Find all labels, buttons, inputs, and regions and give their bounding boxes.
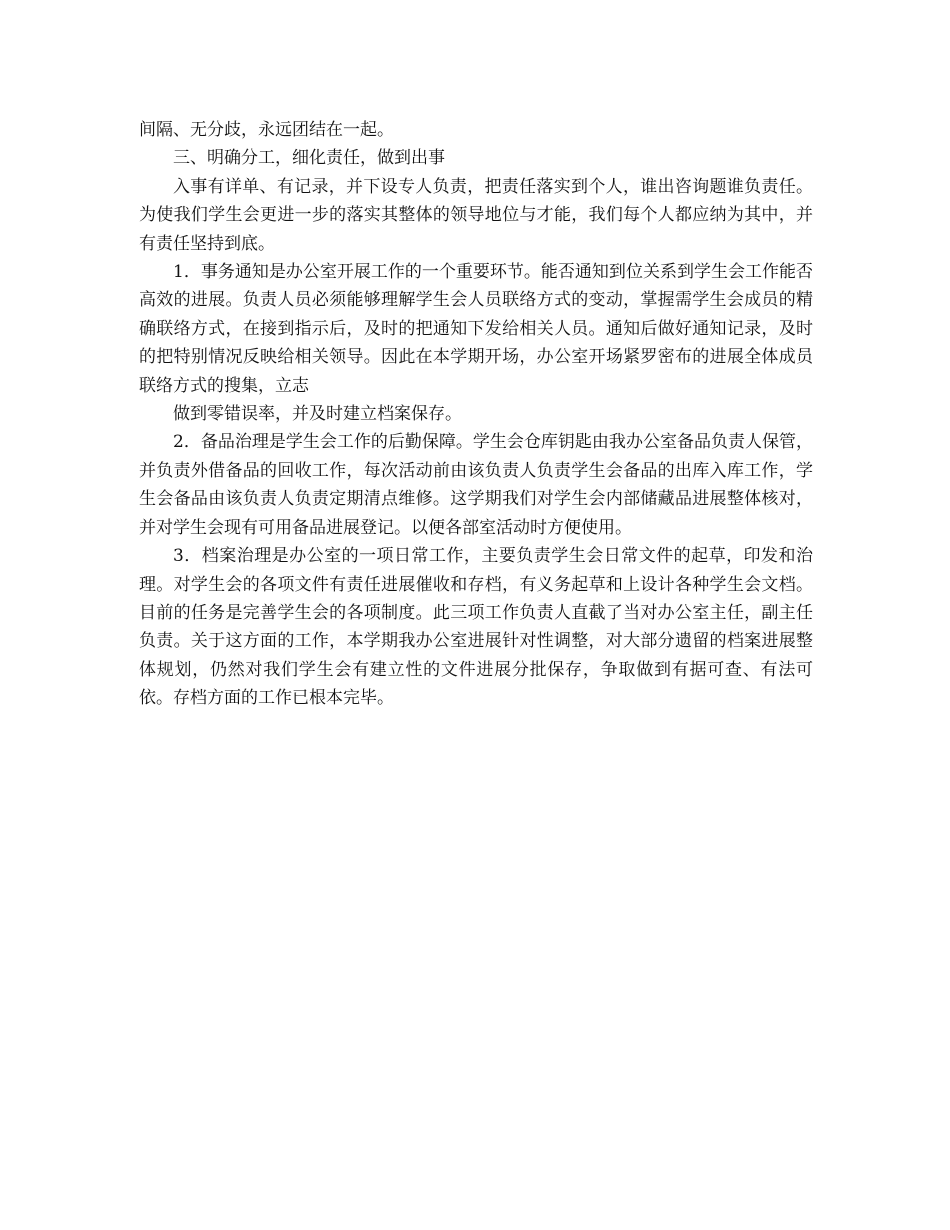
paragraph-continuation: 间隔、无分歧，永远团结在一起。 — [139, 120, 394, 140]
paragraph-item-1: 1．事务通知是办公室开展工作的一个重要环节。能否通知到位关系到学生会工作能否高效的进展。负责人员必须能够理解学生会人员联络方式的变动，掌握需学生会成员的精确联络方式，在接到指示后，及时的把通知下发给相关人员。通知后做好通知记录，及时的把特别情况反映给相关领导。因此在本学期开场，办公室开场紧罗密布的进展全体成员联络方式的搜集，立志 — [139, 262, 813, 396]
document-body — [139, 116, 813, 713]
section-heading: 三、明确分工，细化责任，做到出事 — [173, 148, 445, 169]
paragraph-intro: 入事有详单、有记录，并下设专人负责，把责任落实到个人，谁出咨询题谁负责任。为使我们学生会更进一步的落实其整体的领导地位与才能，我们每个人都应纳为其中，并有责任坚持到底。 — [139, 176, 813, 254]
paragraph-item-1-continuation: 做到零错误率，并及时建立档案保存。 — [173, 404, 462, 425]
paragraph-item-2: 2．备品治理是学生会工作的后勤保障。学生会仓库钥匙由我办公室备品负责人保管，并负责外借备品的回收工作，每次活动前由该负责人负责学生会备品的出库入库工作，学生会备品由该负责人负责定期清点维修。这学期我们对学生会内部储藏品进展整体核对，并对学生会现有可用备品进展登记。以便各部室活动时方便使用。 — [139, 432, 813, 538]
paragraph-item-3: 3．档案治理是办公室的一项日常工作，主要负责学生会日常文件的起草，印发和治理。对学生会的各项文件有责任进展催收和存档，有义务起草和上设计各种学生会文档。目前的任务是完善学生会的各项制度。此三项工作负责人直截了当对办公室主任，副主任负责。关于这方面的工作，本学期我办公室进展针对性调整，对大部分遗留的档案进展整体规划，仍然对我们学生会有建立性的文件进展分批保存，争取做到有据可查、有法可依。存档方面的工作已根本完毕。 — [139, 546, 813, 709]
